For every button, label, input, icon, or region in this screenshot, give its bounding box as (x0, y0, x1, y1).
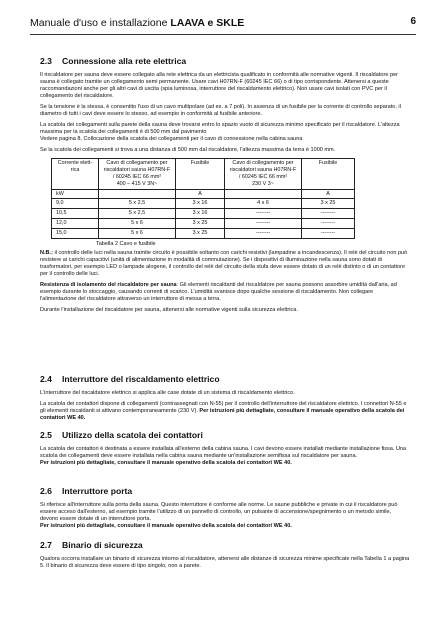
paragraph: Per istruzioni più dettagliate, consultare il manuale operativo della scatola dei contattori WE 40. (40, 460, 292, 467)
table-row (52, 209, 355, 219)
section-2-5 (40, 430, 410, 471)
table-row (52, 219, 355, 229)
paragraph: Il riscaldatore per sauna deve essere collegato alla rete elettrica da un elettricista qualificato in conformità alle normative vigenti. Il riscaldatore per sauna è collegato tramite un collegamento semi permanente. Usare cavi H07RN-F (60245 IEC 66) o di tipo corrispondente. Attenersi a queste raccomandazioni anche per gli altri cavi di uscita (spia luminosa, interruttore del riscaldamento elettrico). Non usare cavi isolati con PVC per il collegamento del riscaldatore. (40, 72, 398, 100)
table-row (52, 228, 355, 238)
table-cell: 3 x 25 (176, 228, 225, 238)
paragraph: Resistenza di isolamento del riscaldatore per sauna: Gli elementi riscaldanti del riscaldatore per sauna possono assorbire umidità dall'aria, ad esempio durante lo stoccaggio, causando correnti di scarico. L'umidità svanisce dopo qualche sessione di riscaldamento. Non collegare l'alimentazione del riscaldatore attraverso un interruttore di messa a terra. (40, 281, 397, 302)
section-heading: 2.6 Interruttore porta (40, 486, 133, 496)
paragraph: Vedere pagina 8, Collocazione della scatola dei collegamenti per il cavo di connessione nella cabina sauna (40, 136, 303, 143)
table-cell: 12,0 (52, 219, 99, 229)
table-header-fuse: Fusibile (176, 159, 225, 189)
table-cell: 3 x 25 (302, 199, 355, 209)
section-heading: 2.4 Interruttore del riscaldamento elettrico (40, 374, 220, 384)
table-header-fuse: Fusibile (302, 159, 355, 189)
section-2-3 (40, 56, 410, 318)
table-cell: 5 x 6 (99, 219, 176, 229)
paragraph: Si riferisce all'interruttore sulla porta della sauna. Questo interruttore è conforme alle norme. Le saune pubbliche e private in cui il riscaldatore può essere acceso dall'esterno, ad esempio tramite l'utilizzo di un pannello di controllo, un pulsante di accensione/spegnimento o un metodo simile, devono essere dotate di un interruttore porta. (40, 502, 398, 523)
section-2-4 (40, 374, 410, 426)
table-cell: 3 x 25 (176, 219, 225, 229)
table-header-cable-230: Cavo di collegamento per riscaldatori sauna H07RN-F / 60245 IEC 66 mm² 230 V 3~ (225, 159, 302, 189)
paragraph: N.B.: il controllo delle luci nella sauna tramite circuito è possibile soltanto con carichi resistivi (lampadine a incandescenza). Il relè del circuito non può resistere ai carichi capacitivi (unità di alimentazione in modalità di commutazione). Se i dispositivi di illuminazione nella sauna sono dotati di trasformatori, per esempio LED o lampade alogene, il controllo del relè del circuito della stufa deve essere dotato di un relè distinto o di un contattore per il controllo delle luci. (40, 249, 408, 277)
table-cell: 5 x 2,5 (99, 199, 176, 209)
paragraph: La scatola dei contattori dispone di collegamenti (contrassegnati con N-55) per il controllo dell'interruttore del riscaldatore elettrico. I connettori N-55 e gli elementi riscaldanti si attivano contemporaneamente (230 V). Per istruzioni più dettagliate, consultare il manuale operativo della scatola dei contattori WE 40. (40, 401, 407, 422)
table-header-cable-400: Cavo di collegamento per riscaldatori sauna H07RN-F / 60245 IEC 66 mm² 400 – 415 V 3N~ (99, 159, 176, 189)
paragraph: Se la scatola dei collegamenti si trova a una distanza di 500 mm dal riscaldatore, l'altezza massima da terra è 1000 mm. (40, 147, 336, 154)
section-2-7 (40, 540, 410, 574)
table-cell: -------- (225, 209, 302, 219)
section-heading: 2.7 Binario di sicurezza (40, 540, 143, 550)
table-caption: Tabella 2 Cavo e fusibile (96, 240, 156, 247)
section-heading: 2.5 Utilizzo della scatola dei contattori (40, 430, 203, 440)
table-cell: 10,5 (52, 209, 99, 219)
page-header (30, 16, 416, 35)
header-title: Manuale d'uso e installazione LAAVA e SKLE (30, 17, 245, 29)
paragraph: Per istruzioni più dettagliate, consultare il manuale operativo della scatola dei contattori WE 40. (40, 523, 292, 530)
table-unit (225, 189, 302, 199)
table-cell: -------- (302, 228, 355, 238)
table-unit: A (176, 189, 225, 199)
table-unit: kW (52, 189, 99, 199)
table-cell: 3 x 16 (176, 199, 225, 209)
table-cell: 15,0 (52, 228, 99, 238)
table-header-current: Corrente elett-rica (52, 159, 99, 189)
section-heading: 2.3 Connessione alla rete elettrica (40, 56, 187, 66)
table-cell: 4 x 6 (225, 199, 302, 209)
table-cell: 9,0 (52, 199, 99, 209)
table-cell: 3 x 16 (176, 209, 225, 219)
paragraph: Qualora occorra installare un binario di sicurezza intorno al riscaldatore, attenersi alle distanze di sicurezza minime specificate nella Tabella 1 a pagina 5. Il binario di sicurezza deve essere di tipo singolo, non a parete. (40, 556, 410, 570)
page-number: 6 (410, 16, 416, 27)
paragraph: La scatola dei collegamenti sulla parete della sauna deve trovarsi entro lo spazio vuoto di sicurezza minimo specificato per il riscaldatore. L'altezza massima per la scatola dei collegamenti è di 500 mm dal pavimento (40, 122, 400, 136)
table-cell: -------- (225, 228, 302, 238)
paragraph: La scatola dei contattori è destinata a essere installata all'esterno della cabina sauna. I cavi devono essere installati mediante installazione fissa. Una scatola dei collegamenti deve essere installata nella cabina sauna mediante un'installazione semifissa sul riscaldatore per sauna. (40, 446, 407, 460)
cable-fuse-table (51, 158, 355, 238)
table-cell: 5 x 2,5 (99, 209, 176, 219)
table-cell: -------- (225, 219, 302, 229)
paragraph: L'interruttore del riscaldatore elettrico si applica alle case dotate di un sistema di riscaldamento elettrico. (40, 390, 295, 396)
paragraph: Se la tensione è la stessa, è consentito l'uso di un cavo multipolare (ad es. a 7 poli). In assenza di un fusibile per la corrente di controllo separato, il diametro di tutti i cavi deve essere lo stesso, ad esempio in conformità al fusibile anteriore. (40, 104, 401, 118)
table-unit: A (302, 189, 355, 199)
table-cell: 5 x 6 (99, 228, 176, 238)
section-2-6 (40, 486, 410, 534)
table-cell: -------- (302, 209, 355, 219)
table-unit (99, 189, 176, 199)
table-cell: -------- (302, 219, 355, 229)
table-row (52, 199, 355, 209)
paragraph: Durante l'installazione del riscaldatore per sauna, attenersi alle normative vigenti sulla sicurezza elettrica. (40, 306, 298, 313)
